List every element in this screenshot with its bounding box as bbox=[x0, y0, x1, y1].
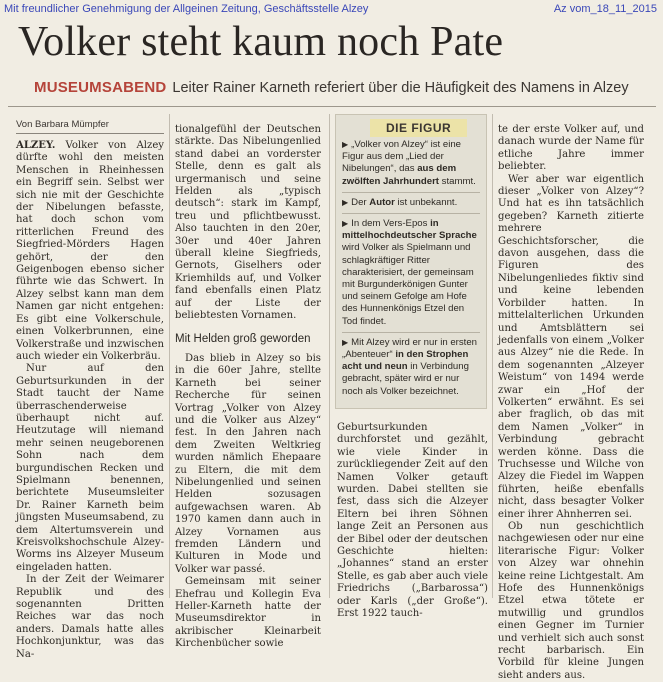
info-text-bold: Autor bbox=[369, 196, 395, 208]
paragraph: Nur auf den Geburtsurkunden in der Stadt taucht der Name überraschenderweise überhaupt nicht auf. Heutzutage will niemand mehr seinen neugeborenen Sohn nach dem burgundischen Recken und Spielmann benennen, berichtete Museumsleiter Dr. Rainer Karneth beim jüngsten Museumsabend, zu dem Altertumsverein und Kreisvolkshochschule Alzey-Worms ins Alzeyer Museum eingeladen hatten. bbox=[16, 363, 164, 573]
paragraph: In der Zeit der Weimarer Republik und des sogenannten Dritten Reiches war das noch anders. Damals hatte alles Hochkonjunktur, was das Na- bbox=[16, 574, 164, 660]
article-column-2 bbox=[175, 124, 321, 650]
info-box bbox=[335, 114, 487, 409]
info-text: In dem Vers-Epos bbox=[351, 218, 431, 230]
paragraph: Wer aber war eigentlich dieser „Volker von Alzey“? Und hat es ihn tatsächlich gegeben? Karneth zitierte mehrere Geschichtsforscher, die davon ausgehen, dass die Figuren des Nibelungenliedes fiktiv sind und keine lebenden Vorbilder hatten. In mittelalterlichen Urkunden und Amtsblättern sei jedenfalls von einem „Volker aus Alzey“ nie die Rede. In dem sogenannten „Alzeyer Weistum“ von 1494 werde zwar ein „Hof der Volkerten“ erwähnt. Es sei aber fraglich, ob das mit dem Namen „Volker“ in Verbindung gebracht werden könne. Dass die Truchsesse und Wilche von Alzey die Fiedel im Wappen führten, heiße ebenfalls nicht, dass besagter Volker einer ihrer Ahnherren sei. bbox=[498, 173, 644, 520]
info-item bbox=[342, 139, 480, 188]
info-text: in Verbindung gebracht, später wird er nur noch als Volker bezeichnet. bbox=[342, 361, 469, 397]
permission-note: Mit freundlicher Genehmigung der Allgeinen Zeitung, Geschäftsstelle Alzey bbox=[4, 3, 369, 15]
info-text-bold: in mittelhochdeutscher Sprache bbox=[342, 218, 477, 242]
info-item bbox=[342, 337, 480, 398]
triangle-bullet-icon: ▶ bbox=[342, 219, 349, 229]
paragraph: te der erste Volker auf, und danach wurde der Name für etliche Jahre immer beliebter. bbox=[498, 124, 644, 173]
paragraph: Geburtsurkunden durchforstet und gezählt, wie viele Kinder in zurückliegender Zeit auf den Namen Volker getauft wurden. Dabei stellten sie fest, dass sich die Alzeyer Eltern bei ihren Söhnen lange Zeit an Personen aus der Bibel oder der deutschen Geschichte hielten: „Johannes“ stand an erster Stelle, es gab aber auch viele Friedrichs („Barbarossa“) oder Karls („der Große“). Erst 1922 tauch- bbox=[337, 422, 488, 620]
info-text-bold: in den Strophen acht und neun bbox=[342, 349, 469, 373]
divider bbox=[342, 332, 480, 333]
triangle-bullet-icon: ▶ bbox=[342, 337, 349, 347]
paragraph: Das blieb in Alzey so bis in die 60er Jahre, stellte Karneth bei seiner Recherche für seinen Vortrag „Volker von Alzey und die Volker aus Alzey“ fest. In den Jahren nach dem Zweiten Weltkrieg wurden nämlich Ehepaare zu Eltern, die mit dem Nibelungenlied und seinen Helden sozusagen aufgewachsen waren. Ab 1970 kamen dann auch in Alzey Vornamen aus fremden Ländern und Kulturen in Mode und Volker war passé. bbox=[175, 352, 321, 575]
article-column-3 bbox=[337, 422, 488, 620]
dateline: ALZEY. bbox=[16, 140, 56, 151]
edition-date: Az vom_18_11_2015 bbox=[553, 3, 657, 15]
section-subhead: Mit Helden groß geworden bbox=[175, 332, 311, 345]
paragraph bbox=[16, 140, 164, 363]
info-text: ist unbekannt. bbox=[394, 196, 458, 208]
info-item bbox=[342, 197, 480, 209]
article-column-1 bbox=[16, 140, 164, 660]
paragraph: Gemeinsam mit seiner Ehefrau und Kollegin Eva Heller-Karneth hatte der Museumsdirektor in akribischer Kleinarbeit Kirchenbücher sowie bbox=[175, 576, 321, 650]
info-text: Mit Alzey wird er nur in ersten „Abenteuer“ bbox=[342, 336, 477, 361]
article-column-4 bbox=[498, 124, 644, 681]
paragraph: tionalgefühl der Deutschen stärkte. Das Nibelungenlied stand dabei an vorderster Stelle, denn es galt als urgermanisch und seine Helden als „typisch deutsch“: stark im Kampf, treu und pflichtbewusst. Also tauchten in den 20er, 30er und 40er Jahren überall kleine Siegfrieds, Gernots, Giselhers oder Kriemhilds auf, und Volker fand ebenfalls einen Platz auf der Liste der beliebtesten Vornamen. bbox=[175, 124, 321, 322]
info-text: wird Volker als Spielmann und schlagkräftiger Ritter charakterisiert, der gemeinsam mit Burgunderkönigen Gunter und seinem Gefolge am Hofe des Hunnenkönigs Etzel den Tod findet. bbox=[342, 242, 474, 327]
column-divider bbox=[329, 114, 330, 598]
kicker: MUSEUMSABEND bbox=[34, 79, 167, 96]
info-text: stammt. bbox=[439, 175, 476, 187]
byline-rule bbox=[16, 133, 164, 134]
column-divider bbox=[169, 114, 170, 598]
paragraph: Ob nun geschichtlich nachgewiesen oder nur eine literarische Figur: Volker von Alzey war ohnehin keine reine Lichtgestalt. Am Hofe des Hunnenkönigs Etzel etwa tötete er mutwillig und grundlos einen Gegner im Turnier und verhielt sich auch sonst recht barbarisch. Ein Vorbild für kleine Jungen sieht anders aus. bbox=[498, 521, 644, 681]
byline: Von Barbara Mümpfer bbox=[16, 119, 109, 130]
divider bbox=[342, 213, 480, 214]
info-text: „Volker von Alzey“ ist eine Figur aus dem „Lied der Nibelungen“, das bbox=[342, 139, 462, 175]
triangle-bullet-icon: ▶ bbox=[342, 140, 349, 149]
info-item bbox=[342, 218, 480, 328]
info-text: Der bbox=[351, 196, 370, 208]
info-text-bold: aus dem zwölften Jahrhundert bbox=[342, 163, 457, 187]
subline bbox=[34, 77, 629, 99]
triangle-bullet-icon: ▶ bbox=[342, 197, 349, 207]
header-rule bbox=[8, 106, 656, 107]
paragraph-text: Volker von Alzey dürfte wohl den meisten Menschen in Rheinhessen ein Begriff sein. Selbst wer sich nie mit der Geschichte der Nibelungen befasste, hat doch schon vom ritterlichen Freund des Siegfried-Mörders Hagen gehört, der den Geigenbogen ebenso sicher führte wie das Schwert. In Alzey selbst kann man dem Namen gar nicht entgehen: Es gibt eine Volkerschule, einen Volkerbrunnen, eine Volkerstraße und inzwischen auch wieder ein Volkerbräu. bbox=[16, 140, 164, 362]
info-box-title: DIE FIGUR bbox=[370, 119, 467, 137]
subtitle: Leiter Rainer Karneth referiert über die Häufigkeit des Namens in Alzey bbox=[172, 80, 629, 96]
divider bbox=[342, 192, 480, 193]
info-box-body bbox=[342, 139, 480, 402]
headline: Volker steht kaum noch Pate bbox=[18, 19, 504, 65]
column-divider bbox=[492, 114, 493, 598]
